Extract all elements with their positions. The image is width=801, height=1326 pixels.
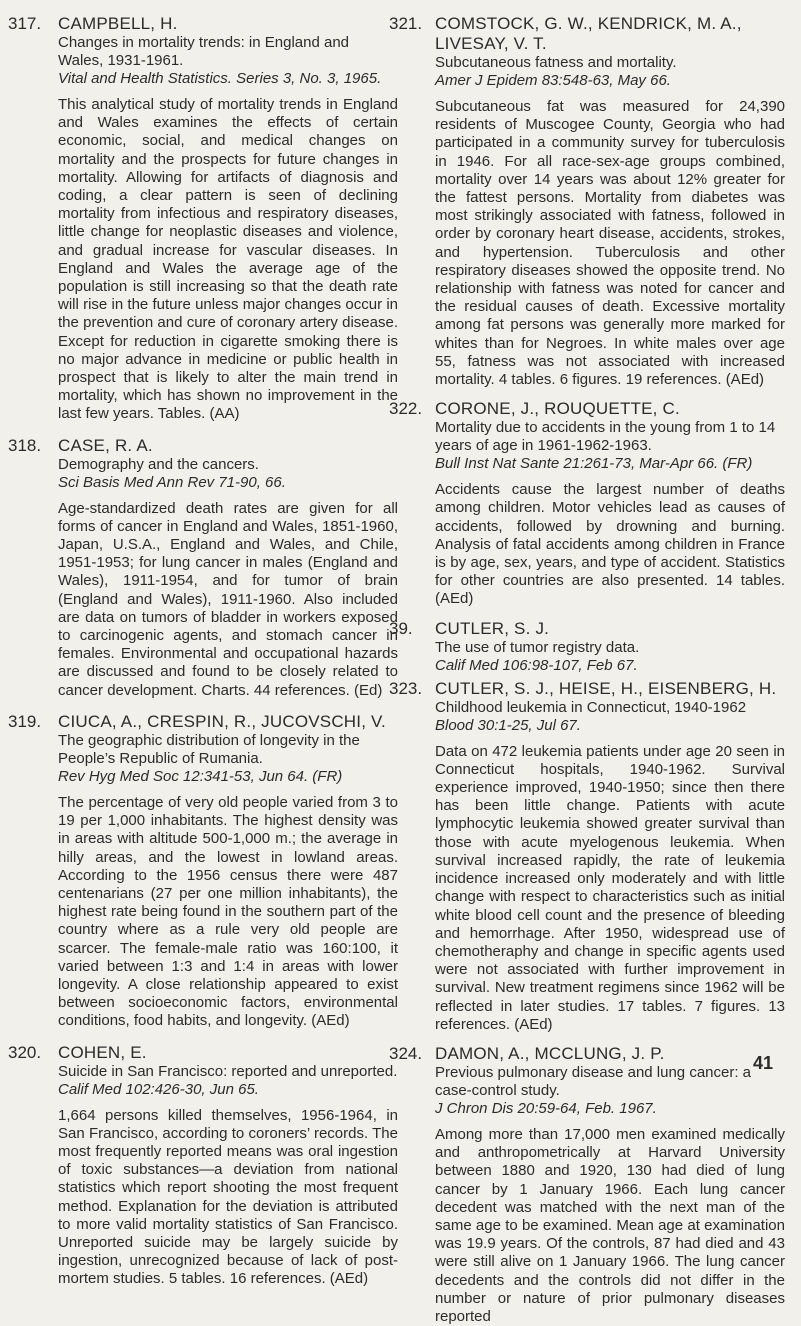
citation-entry (8, 14, 398, 424)
entry-number: 318. (8, 435, 42, 455)
entry-abstract: The percentage of very old people varied from 3 to 19 per 1,000 inhabitants. The highest density was in areas with altitude 500-1,000 m.; the average in hilly areas, and the lowest in lowland areas. According to the 1956 census there were 487 centenarians (27 per one million inhabitants), the highest rate being found in the southern part of the country where as a rule very old people are scarcer. The female-male ratio was 160:100, it varied between 1:3 and 1:4 in areas with lower longevity. A close relationship appeared to exist between socioeconomic factors, environmental conditions, food habits, and longevity. (AEd) (58, 793, 398, 1030)
citation-entry (8, 1042, 398, 1289)
citation-entry (8, 435, 398, 700)
entry-number: 319. (8, 711, 42, 731)
entry-title: The use of tumor registry data. (435, 638, 640, 656)
citation-entry (389, 678, 785, 1034)
entry-abstract: 1,664 persons killed themselves, 1956-1964, in San Francisco, according to coroners’ records. The most frequently reported means was oral ingestion of toxic substances—a deviation from national statistics which report shooting the most frequent method. Explanation for the deviation is attributed to more valid mortality statistics of San Francisco. Unreported suicide may be largely suicide by ingestion, unrecognized because of lack of post-mortem studies. 5 tables. 16 references. (AEd) (58, 1106, 398, 1288)
page-number: 41 (752, 1053, 773, 1073)
entry-number: 323. (389, 678, 423, 698)
entry-authors: COHEN, E. (58, 1042, 147, 1062)
entry-title: Mortality due to accidents in the young from 1 to 14 years of age in 1961-1962-1963. (435, 419, 776, 455)
entry-number: 320. (8, 1042, 42, 1062)
entry-source: Blood 30:1-25, Jul 67. (435, 716, 581, 734)
entry-authors: CUTLER, S. J. (435, 618, 550, 638)
entry-title: Changes in mortality trends: in England and Wales, 1931-1961. (58, 34, 350, 69)
entry-authors: CASE, R. A. (58, 435, 153, 455)
entry-source: Bull Inst Nat Sante 21:261-73, Mar-Apr 66. (FR) (435, 455, 753, 473)
entry-number: 321. (389, 14, 423, 33)
entry-abstract: Data on 472 leukemia patients under age 20 seen in Connecticut hospitals, 1940-1962. Survival experience improved, 1940-1950; since then there has been little change. Patients with acute lymphocytic leukemia showed greater survival than those with acute myelogenous leukemia. When survival increased rapidly, the rate of leukemia incidence increased only moderately and with little change with respect to characteristics such as initial white blood cell count and the presence of bleeding and hemorrhage. After 1950, widespread use of chemotheraphy and change in specific agents used were not associated with further improvement in survival. New treatment regimens since 1962 will be reflected in later studies. 17 tables. 7 figures. 13 references. (AEd) (435, 742, 785, 1033)
left-column (8, 14, 398, 1289)
entry-source: Calif Med 102:426-30, Jun 65. (58, 1080, 259, 1098)
entry-number: 322. (389, 399, 423, 419)
entry-title: Previous pulmonary disease and lung cancer: a case-control study. (435, 1063, 752, 1099)
entry-title: The geographic distribution of longevity in the People’s Republic of Rumania. (58, 731, 360, 767)
entry-authors: COMSTOCK, G. W., KENDRICK, M. A., LIVESAY, V. T. (435, 14, 742, 53)
citation-entry (389, 14, 785, 389)
entry-authors: CAMPBELL, H. (58, 14, 178, 33)
citation-entry (389, 1043, 785, 1326)
entry-authors: CORONE, J., ROUQUETTE, C. (435, 399, 680, 419)
entry-source: Rev Hyg Med Soc 12:341-53, Jun 64. (FR) (58, 767, 343, 785)
entry-source: Calif Med 106:98-107, Feb 67. (435, 656, 638, 674)
citation-entry (389, 618, 785, 675)
entry-abstract: Among more than 17,000 men examined medically and anthropometrically at Harvard University between 1880 and 1920, 130 had died of lung cancer by 1 January 1966. Each lung cancer decedent was matched with the next man of the same age to be examined. Mean age at examination was 19.9 years. Of the controls, 87 had died and 43 were still alive on 1 January 1966. The lung cancer decedents and the controls did not differ in the number or nature of prior pulmonary diseases reported (435, 1125, 785, 1325)
entry-abstract: Subcutaneous fat was measured for 24,390 residents of Muscogee County, Georgia who had participated in a community survey for tuberculosis in 1946. For all race-sex-age groups combined, mortality over 14 years was about 12% greater for the fattest persons. Mortality from diabetes was most strikingly associated with fatness, followed in order by coronary heart disease, accidents, strokes, and hypertension. Tuberculosis and other respiratory diseases showed the opposite trend. No relationship with fatness was noted for cancer and the residual causes of death. Excessive mortality among fat persons was generally more marked for whites than for Negroes. In white males over age 55, fatness was not associated with increased mortality. 4 tables. 6 figures. 19 references. (AEd) (435, 98, 785, 389)
entry-number: 39. (389, 618, 413, 638)
entry-title: Subcutaneous fatness and mortality. (435, 54, 677, 71)
entry-number: 324. (389, 1043, 423, 1063)
entry-source: Amer J Epidem 83:548-63, May 66. (435, 72, 671, 89)
entry-title: Childhood leukemia in Connecticut, 1940-1962 (435, 698, 747, 716)
citation-entry (8, 711, 398, 1031)
entry-source: J Chron Dis 20:59-64, Feb. 1967. (435, 1099, 657, 1117)
citation-entry (389, 399, 785, 608)
entry-source: Vital and Health Statistics. Series 3, No. 3, 1965. (58, 70, 382, 87)
entry-abstract: This analytical study of mortality trends in England and Wales examines the effects of certain economic, social, and medical changes on mortality and the prospects for future changes in mortality. Allowing for artifacts of diagnosis and coding, a clear pattern is seen of declining mortality from infectious and respiratory diseases, little change for neoplastic diseases and violence, and gradual increase for vascular diseases. In England and Wales the average age of the population is still increasing so that the death rate will rise in the future unless major changes occur in the prevention and cure of coronary artery disease. Except for reduction in cigarette smoking there is no major advance in medicine or public health in prospect that is likely to alter the main trend in mortality, which has shown no improvement in the last few years. Tables. (AA) (58, 96, 398, 423)
entry-abstract: Age-standardized death rates are given for all forms of cancer in England and Wales, 1851-1960, Japan, U.S.A., England and Wales, and Chile, 1951-1953; for lung cancer in males (England and Wales), 1911-1954, and for tumor of brain (England and Wales), 1911-1960. Also included are data on tumors of bladder in workers exposed to carcinogenic agents, and stomach cancer in females. Environmental and occupational hazards are discussed and found to be closely related to cancer development. Charts. 44 references. (Ed) (58, 499, 398, 699)
entry-title: Demography and the cancers. (58, 455, 259, 473)
entry-authors: DAMON, A., MCCLUNG, J. P. (435, 1043, 665, 1063)
entry-authors: CIUCA, A., CRESPIN, R., JUCOVSCHI, V. (58, 711, 386, 731)
right-column (389, 14, 785, 1326)
entry-abstract: Accidents cause the largest number of deaths among children. Motor vehicles lead as causes of accidents, followed by drowning and burning. Analysis of fatal accidents among children in France is by age, sex, years, and type of accident. Statistics for other countries are also presented. 14 tables. (AEd) (435, 481, 785, 608)
entry-authors: CUTLER, S. J., HEISE, H., EISENBERG, H. (435, 678, 777, 698)
entry-title: Suicide in San Francisco: reported and unreported. (58, 1062, 398, 1080)
entry-number: 317. (8, 14, 42, 33)
entry-source: Sci Basis Med Ann Rev 71-90, 66. (58, 473, 286, 491)
